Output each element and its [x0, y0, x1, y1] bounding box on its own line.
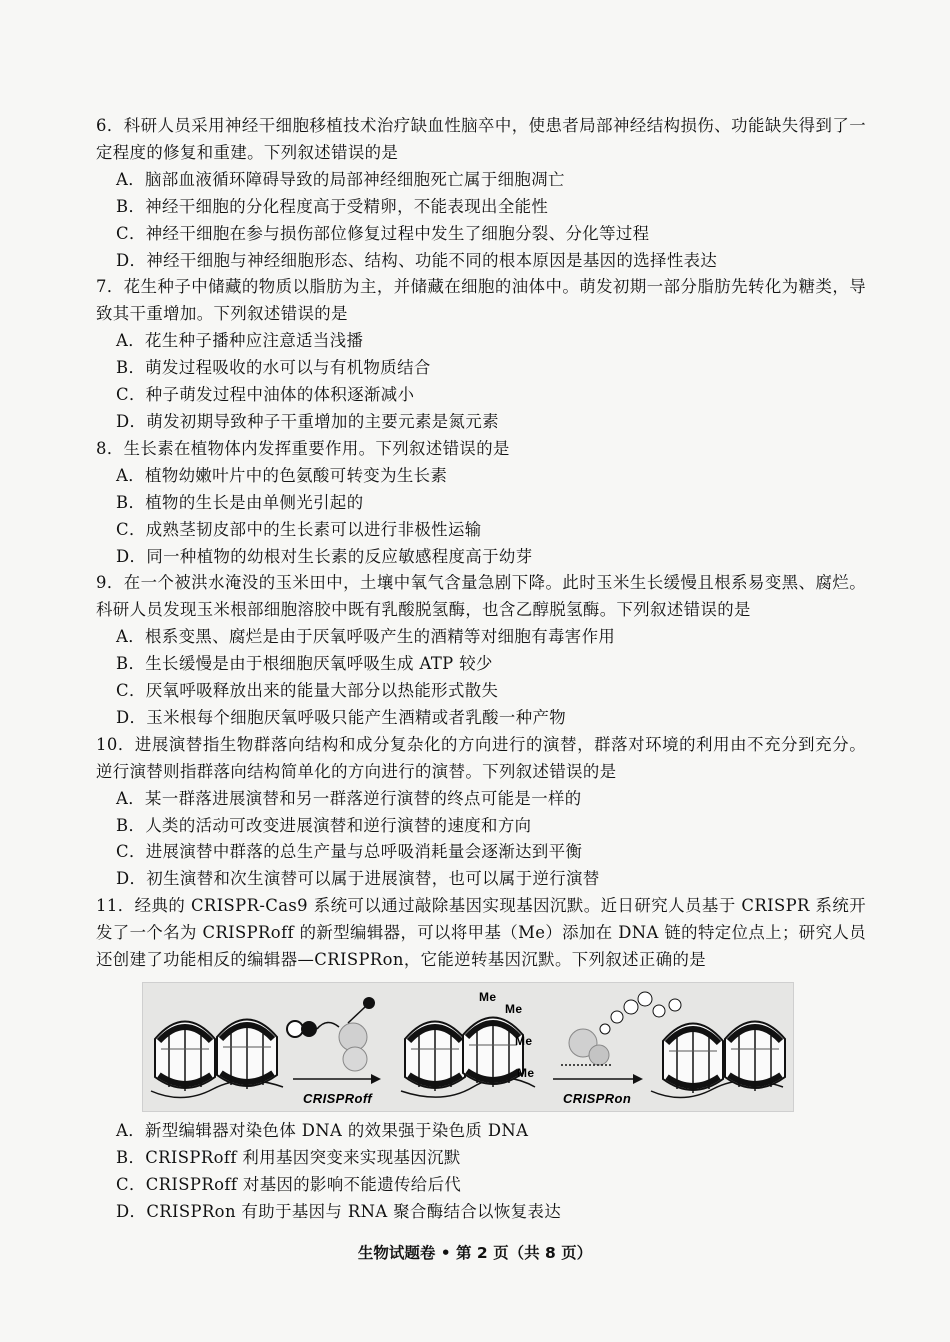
- option-a: A．脑部血液循环障碍导致的局部神经细胞死亡属于细胞凋亡: [116, 169, 565, 189]
- option-b: B．CRISPRoff 利用基因突变来实现基因沉默: [116, 1147, 461, 1167]
- option-d: D．初生演替和次生演替可以属于进展演替，也可以属于逆行演替: [116, 869, 600, 889]
- crispron-editor-icon: [553, 992, 681, 1106]
- option-b: B．人类的活动可改变进展演替和逆行演替的速度和方向: [116, 815, 532, 835]
- question-6: [96, 113, 866, 274]
- option-b: B．神经干细胞的分化程度高于受精卵，不能表现出全能性: [116, 196, 549, 216]
- option-a: A．新型编辑器对染色体 DNA 的效果强于染色质 DNA: [116, 1121, 529, 1140]
- option-d: D．神经干细胞与神经细胞形态、结构、功能不同的根本原因是基因的选择性表达: [116, 250, 718, 270]
- option-a: A．某一群落进展演替和另一群落逆行演替的终点可能是一样的: [116, 788, 582, 808]
- question-stem: 7．花生种子中储藏的物质以脂肪为主，并储藏在细胞的油体中。萌发初期一部分脂肪先转化为糖类，导致其干重增加。下列叙述错误的是: [96, 277, 866, 324]
- question-stem: 8．生长素在植物体内发挥重要作用。下列叙述错误的是: [96, 438, 510, 458]
- question-stem: 9．在一个被洪水淹没的玉米田中，土壤中氧气含量急剧下降。此时玉米生长缓慢且根系易变黑、腐烂。科研人员发现玉米根部细胞溶胶中既有乳酸脱氢酶，也含乙醇脱氢酶。下列叙述错误的是: [96, 573, 866, 620]
- question-8: [96, 436, 866, 571]
- nucleosome-group-methylated: [401, 990, 535, 1097]
- nucleosome-group-left: [151, 1020, 283, 1098]
- option-c: C．厌氧呼吸释放出来的能量大部分以热能形式散失: [116, 681, 499, 701]
- option-c: C．进展演替中群落的总生产量与总呼吸消耗量会逐渐达到平衡: [116, 842, 583, 862]
- option-c: C．神经干细胞在参与损伤部位修复过程中发生了细胞分裂、分化等过程: [116, 223, 650, 243]
- page-footer: 生物试题卷 • 第 2 页（共 8 页）: [357, 1244, 593, 1262]
- question-11: [96, 893, 866, 1225]
- option-d: D．萌发初期导致种子干重增加的主要元素是氮元素: [116, 411, 499, 431]
- question-9: [96, 570, 866, 731]
- option-d: D．玉米根每个细胞厌氧呼吸只能产生酒精或者乳酸一种产物: [116, 707, 567, 727]
- question-7: [96, 274, 866, 435]
- question-stem: 11．经典的 CRISPR-Cas9 系统可以通过敲除基因实现基因沉默。近日研究人员基于 CRISPR 系统开发了一个名为 CRISPRoff 的新型编辑器，可以将甲基（Me）添加在 DNA 链的特定位点上；研究人员还创建了功能相反的编辑器—CRISPRon，它能逆转基因沉默。下列叙述正确的是: [96, 896, 866, 970]
- crisproff-label: CRISPRoff: [303, 1091, 373, 1106]
- option-b: B．植物的生长是由单侧光引起的: [116, 492, 364, 512]
- option-d: D．同一种植物的幼根对生长素的反应敏感程度高于幼芽: [116, 546, 533, 566]
- option-a: A．植物幼嫩叶片中的色氨酸可转变为生长素: [116, 465, 448, 485]
- question-10: [96, 732, 866, 893]
- option-d: D．CRISPRon 有助于基因与 RNA 聚合酶结合以恢复表达: [116, 1201, 562, 1221]
- nucleosome-group-right: [651, 1022, 785, 1098]
- methyl-label: Me: [517, 1066, 535, 1080]
- option-a: A．根系变黑、腐烂是由于厌氧呼吸产生的酒精等对细胞有毒害作用: [116, 627, 616, 647]
- option-c: C．成熟茎韧皮部中的生长素可以进行非极性运输: [116, 519, 482, 539]
- methyl-label: Me: [479, 990, 497, 1004]
- question-stem: 6．科研人员采用神经干细胞移植技术治疗缺血性脑卒中，使患者局部神经结构损伤、功能缺失得到了一定程度的修复和重建。下列叙述错误的是: [96, 116, 866, 162]
- option-b: B．生长缓慢是由于根细胞厌氧呼吸生成 ATP 较少: [116, 654, 493, 674]
- crispron-label: CRISPRon: [563, 1091, 632, 1106]
- option-a: A．花生种子播种应注意适当浅播: [116, 331, 364, 351]
- option-b: B．萌发过程吸收的水可以与有机物质结合: [116, 358, 431, 378]
- option-c: C．种子萌发过程中油体的体积逐渐减小: [116, 385, 415, 405]
- question-stem: 10．进展演替指生物群落向结构和成分复杂化的方向进行的演替，群落对环境的利用由不充分到充分。逆行演替则指群落向结构简单化的方向进行的演替。下列叙述错误的是: [96, 734, 866, 781]
- methyl-label: Me: [505, 1002, 523, 1016]
- option-c: C．CRISPRoff 对基因的影响不能遗传给后代: [116, 1174, 462, 1194]
- questions-block: [96, 113, 866, 1226]
- crisproff-editor-icon: [287, 997, 381, 1106]
- methyl-label: Me: [515, 1034, 533, 1048]
- crispr-figure: [142, 982, 794, 1112]
